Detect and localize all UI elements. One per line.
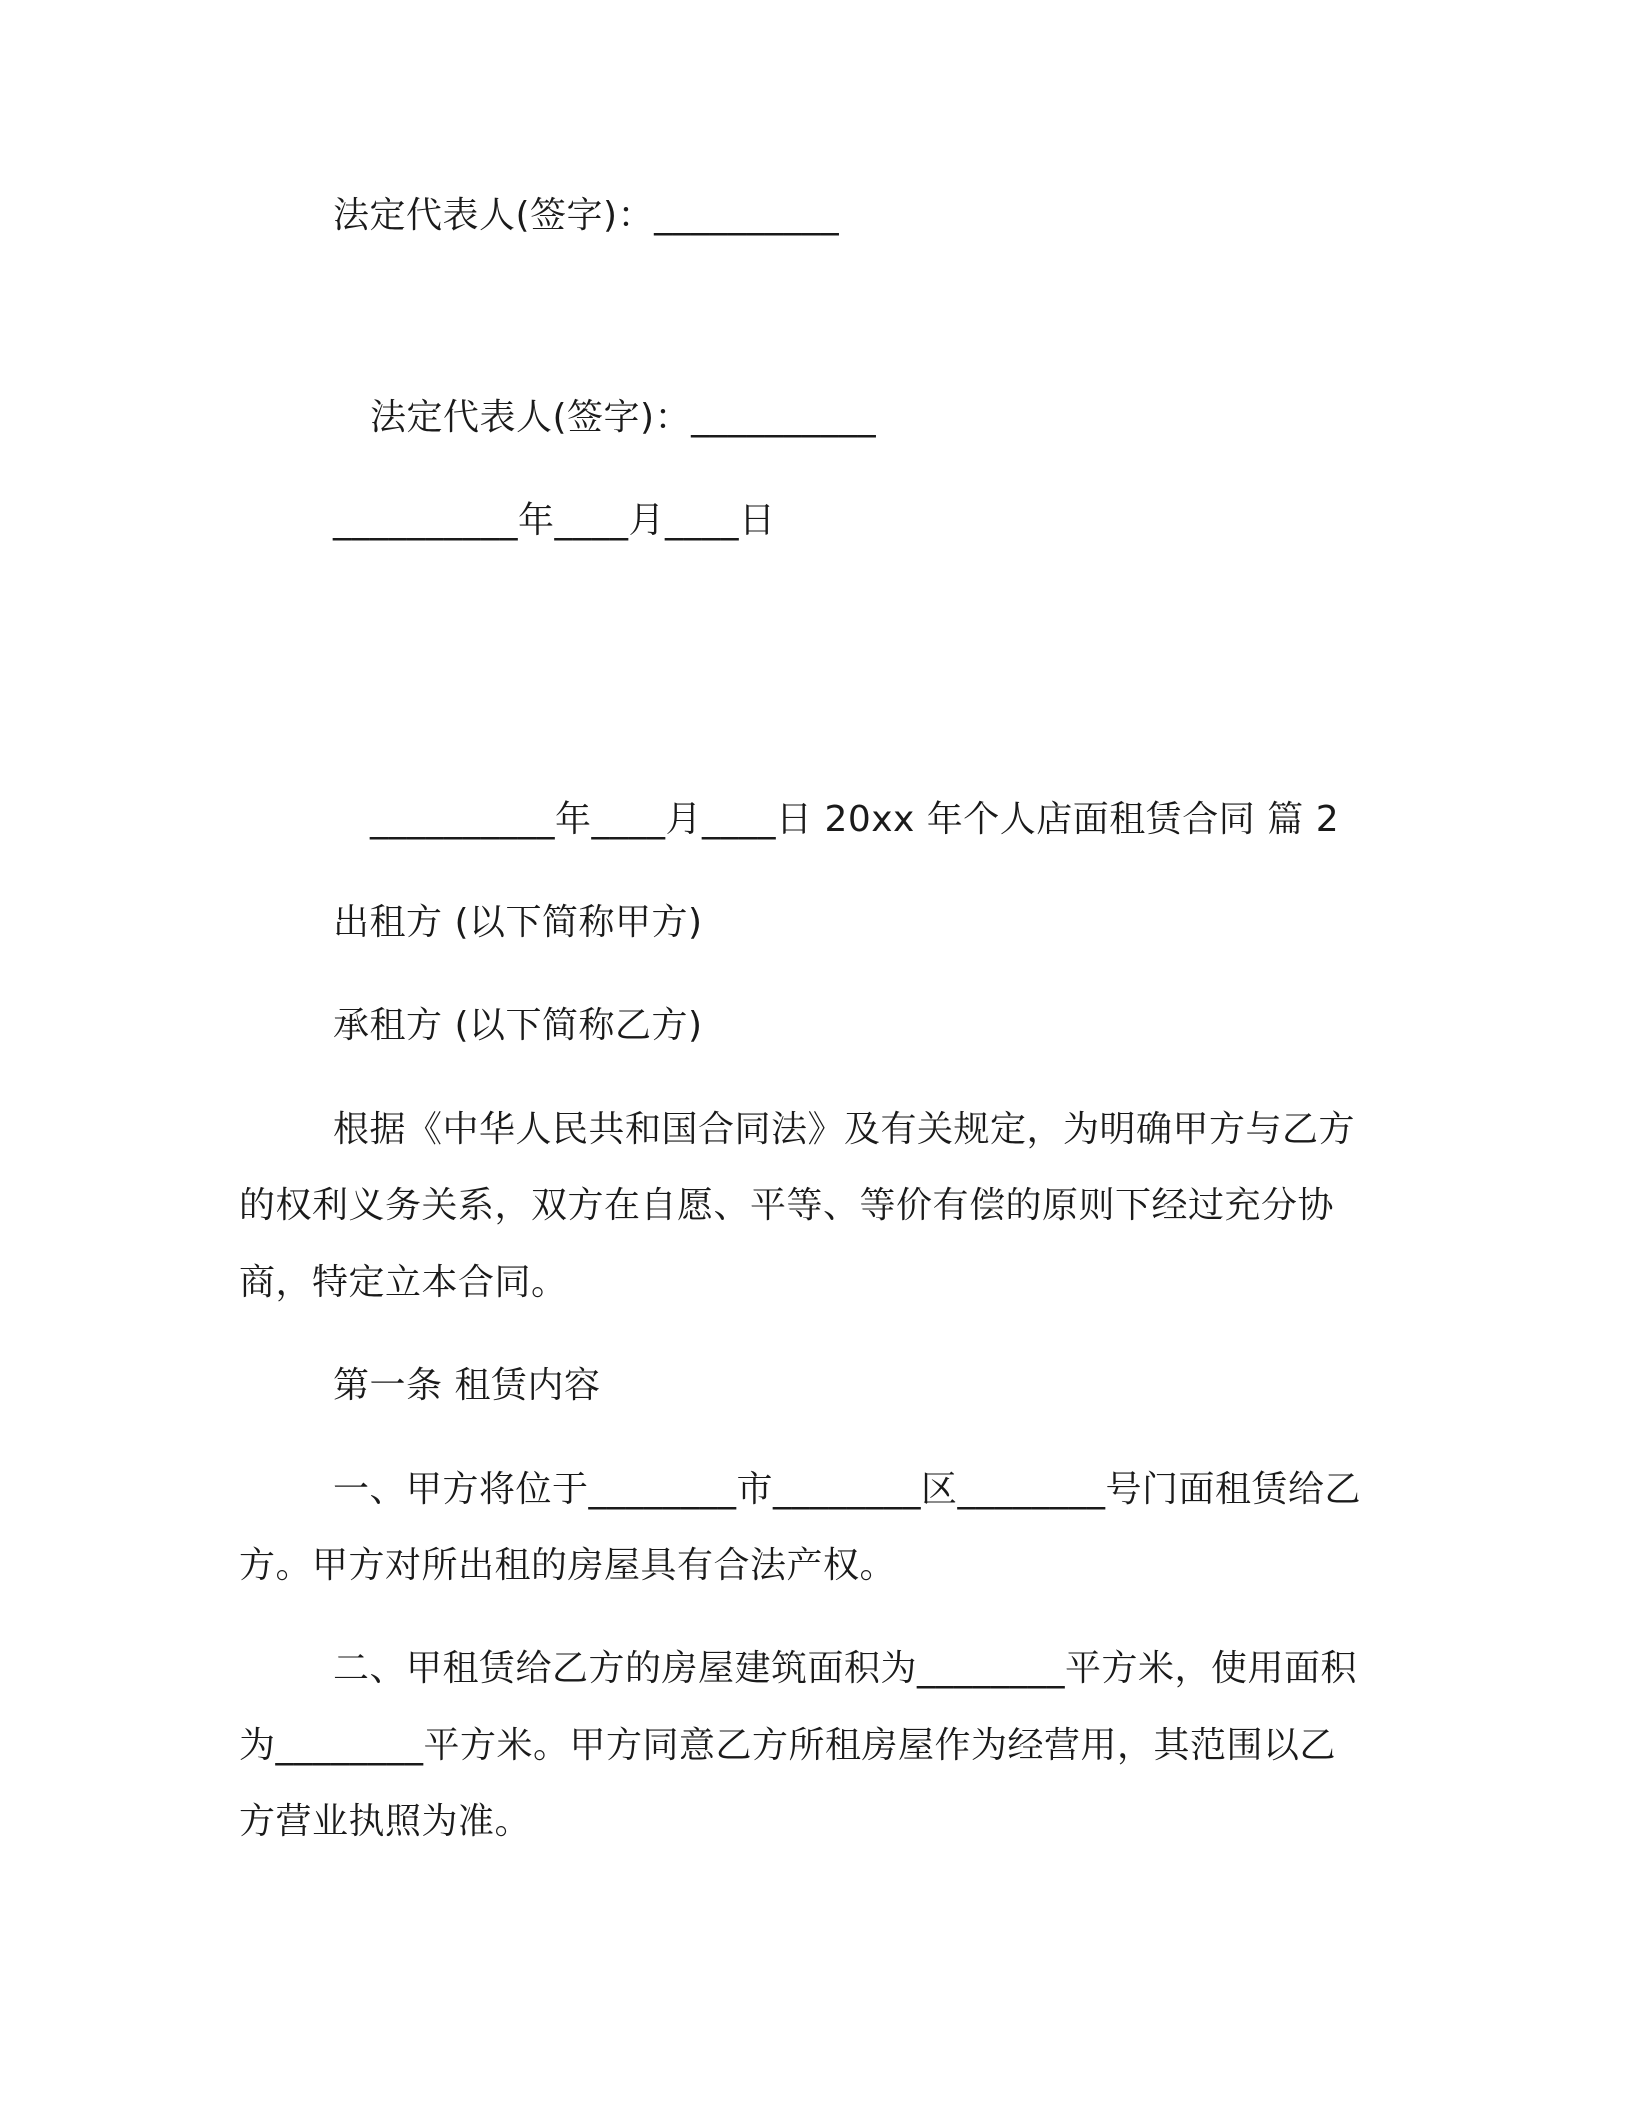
date-line: __________年____月____日 — [333, 500, 776, 541]
clause-line: 二、甲租赁给乙方的房屋建筑面积为________平方米，使用面积 — [333, 1648, 1358, 1689]
intro-paragraph-line: 商，特定立本合同。 — [239, 1262, 568, 1303]
clause-line: 方。甲方对所出租的房屋具有合法产权。 — [239, 1545, 897, 1586]
intro-paragraph-line: 根据《中华人民共和国合同法》及有关规定，为明确甲方与乙方 — [333, 1109, 1356, 1150]
representative-signature-line: 法定代表人(签字)：__________ — [333, 195, 840, 236]
representative-signature-line: 法定代表人(签字)：__________ — [370, 397, 877, 438]
clause-line: 一、甲方将位于________市________区________号门面租赁给乙 — [333, 1469, 1362, 1510]
intro-paragraph-line: 的权利义务关系，双方在自愿、平等、等价有偿的原则下经过充分协 — [239, 1185, 1335, 1226]
contract-heading: __________年____月____日 20xx 年个人店面租赁合同 篇 2 — [370, 799, 1340, 840]
clause-line: 方营业执照为准。 — [239, 1801, 532, 1842]
lessor-line: 出租方 (以下简称甲方) — [333, 902, 703, 943]
clause-line: 为________平方米。甲方同意乙方所租房屋作为经营用，其范围以乙 — [239, 1725, 1337, 1766]
lessee-line: 承租方 (以下简称乙方) — [333, 1005, 703, 1046]
article-title: 第一条 租赁内容 — [333, 1365, 601, 1406]
